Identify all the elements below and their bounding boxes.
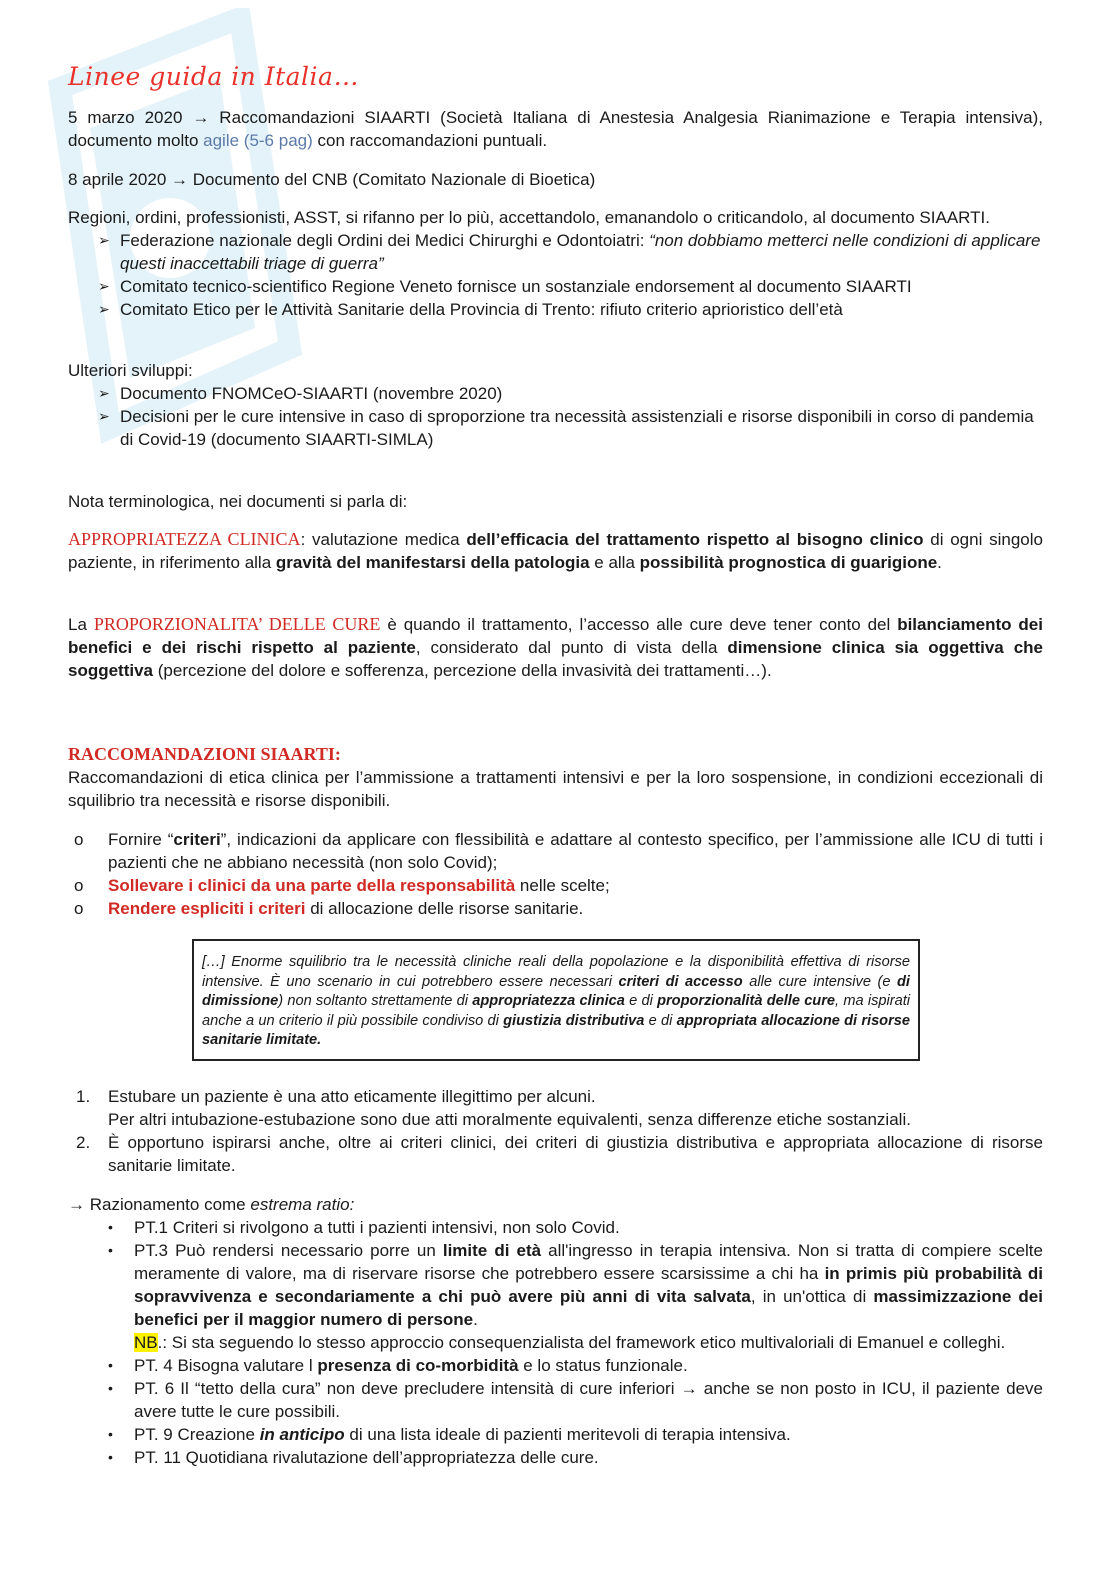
arrowhead-bullet-icon: ➢ bbox=[98, 385, 110, 401]
quote-box: […] Enorme squilibrio tra le necessità cliniche reali della popolazione e la disponibilità effettiva di risorse intensive. È uno scenario in cui potrebbero essere necessari criteri di accesso alle cure intensive (e di dimissione) non soltanto strettamente di appropriatezza clinica e di proporzionalità delle cure, ma ispirati anche a un criterio il più possibile condiviso di giustizia distributiva e di appropriata allocazione di risorse sanitarie limitate. bbox=[192, 939, 920, 1061]
bullet-icon: • bbox=[108, 1219, 113, 1235]
list-item: • PT.1 Criteri si rivolgono a tutti i pazienti intensivi, non solo Covid. bbox=[108, 1218, 620, 1237]
list-item: 2. È opportuno ispirarsi anche, oltre ai criteri clinici, dei criteri di giustizia distributiva e appropriata allocazione di risorse sanitarie limitate. bbox=[76, 1133, 1043, 1175]
arrow-icon: → bbox=[192, 108, 210, 127]
arrowhead-bullet-icon: ➢ bbox=[98, 301, 110, 317]
points-list bbox=[68, 1216, 1043, 1469]
list-item: ➢ Comitato tecnico-scientifico Regione Veneto fornisce un sostanziale endorsement al documento SIAARTI bbox=[98, 277, 912, 296]
ulteriori-section bbox=[68, 359, 1043, 451]
ulteriori-list bbox=[68, 382, 1043, 451]
list-item: o Sollevare i clinici da una parte della responsabilità nelle scelte; bbox=[74, 876, 610, 895]
list-item: 1. Estubare un paziente è una atto eticamente illegittimo per alcuni. Per altri intubazione-estubazione sono due atti moralmente equivalenti, senza differenze etiche sostanziali. bbox=[76, 1087, 911, 1129]
arrow-icon: → bbox=[68, 1195, 85, 1214]
intro-paragraph-1: 5 marzo 2020 → Raccomandazioni SIAARTI (Società Italiana di Anestesia Analgesia Rianimazione e Terapia intensiva), documento molto agile (5-6 pag) con raccomandazioni puntuali. bbox=[68, 108, 1043, 150]
arrowhead-bullet-icon: ➢ bbox=[98, 408, 110, 424]
list-item: ➢ Comitato Etico per le Attività Sanitarie della Provincia di Trento: rifiuto criterio aprioristico dell’età bbox=[98, 300, 843, 319]
bullet-icon: • bbox=[108, 1449, 113, 1465]
proporzionalita-paragraph: La PROPORZIONALITA’ DELLE CURE è quando il trattamento, l’accesso alle cure deve tener conto del bilanciamento dei benefici e dei rischi rispetto al paziente, considerato dal punto di vista della dimensione clinica sia oggettiva che soggettiva (percezione del dolore e sofferenza, percezione della invasività dei trattamenti…). bbox=[68, 614, 1043, 680]
circle-bullet-icon: o bbox=[74, 830, 84, 849]
section-heading: RACCOMANDAZIONI SIAARTI: bbox=[68, 744, 341, 764]
bullet-icon: • bbox=[108, 1242, 113, 1258]
nota-heading: Nota terminologica, nei documenti si parla di: bbox=[68, 492, 408, 511]
numbered-list bbox=[68, 1085, 1043, 1177]
list-item: • PT. 11 Quotidiana rivalutazione dell’appropriatezza delle cure. bbox=[108, 1448, 599, 1467]
reactions-list bbox=[68, 229, 1043, 321]
list-item: • PT. 4 Bisogna valutare l presenza di co-morbidità e lo status funzionale. bbox=[108, 1356, 688, 1375]
arrowhead-bullet-icon: ➢ bbox=[98, 232, 110, 248]
intro-paragraph-3: Regioni, ordini, professionisti, ASST, si rifanno per lo più, accettandolo, emanandolo o criticandolo, al documento SIAARTI. ➢ Federazione nazionale degli Ordini dei Medici Chirurghi e Odontoiatri: “non dobbiamo metterci nelle condizioni di applicare questi inaccettabili triage di guerra” ➢ Comitato tecnico-scientifico Regione Veneto fornisce un sostanziale endorsement al documento SIAARTI ➢ Comitato Etico per le Attività Sanitarie della Provincia di Trento: rifiuto criterio aprioristico dell’età bbox=[68, 206, 1043, 321]
list-item: ➢ Decisioni per le cure intensive in caso di sproporzione tra necessità assistenziali e risorse disponibili in corso di pandemia di Covid-19 (documento SIAARTI-SIMLA) bbox=[98, 407, 1034, 449]
bullet-icon: • bbox=[108, 1380, 113, 1396]
page-title: Linee guida in Italia… bbox=[68, 62, 359, 91]
appropriatezza-paragraph: APPROPRIATEZZA CLINICA: valutazione medica dell’efficacia del trattamento rispetto al bisogno clinico di ogni singolo paziente, in riferimento alla gravità del manifestarsi della patologia e alla possibilità prognostica di guarigione. bbox=[68, 529, 1043, 572]
intro-paragraph-2: 8 aprile 2020 → Documento del CNB (Comitato Nazionale di Bioetica) bbox=[68, 170, 596, 189]
term-appropriatezza: APPROPRIATEZZA CLINICA bbox=[68, 529, 301, 549]
razionamento-section: → Razionamento come estrema ratio: • PT.1 Criteri si rivolgono a tutti i pazienti intensivi, non solo Covid. • PT.3 Può rendersi necessario porre un limite di età all'ingresso in terapia intensiva. Non si tratta di compiere scelte meramente di valore, ma di riservare risorse che potrebbero essere scarsissime a chi ha in primis più probabilità di sopravvivenza e secondariamente a chi può avere più anni di vita salvata, in un'ottica di massimizzazione dei benefici per il maggior numero di persone. NB.: Si sta seguendo lo stesso approccio consequenzialista del framework etico multivaloriali di Emanuel e colleghi. • PT. 4 Bisogna valutare l presenza di co-morbidità e lo status funzionale. • PT. 6 Il “tetto della cura” non deve precludere intensità di cure inferiori → anche se non posto in ICU, il paziente deve avere tutte le cure possibili. • PT. 9 Creazione in anticipo di una lista ideale di pazienti meritevoli di terapia intensiva. • PT. 11 Quotidiana rivalutazione dell’appropriatezza delle cure. bbox=[68, 1195, 1043, 1467]
arrow-icon: → bbox=[680, 1379, 698, 1398]
list-item: o Fornire “criteri”, indicazioni da applicare con flessibilità e adattare al contesto specifico, per l’ammissione alle ICU di tutti i pazienti che ne abbiano necessità (non solo Covid); bbox=[74, 830, 1043, 872]
nb-highlight: NB bbox=[134, 1333, 158, 1352]
arrow-icon: → bbox=[171, 170, 189, 189]
list-item: ➢ Documento FNOMCeO-SIAARTI (novembre 2020) bbox=[98, 384, 503, 403]
list-item: • PT. 9 Creazione in anticipo di una lista ideale di pazienti meritevoli di terapia intensiva. bbox=[108, 1425, 791, 1444]
section-heading: Ulteriori sviluppi: bbox=[68, 361, 193, 380]
term-proporzionalita: PROPORZIONALITA’ DELLE CURE bbox=[93, 614, 381, 634]
list-item: • PT. 6 Il “tetto della cura” non deve precludere intensità di cure inferiori → anche se non posto in ICU, il paziente deve avere tutte le cure possibili. bbox=[108, 1379, 1043, 1421]
list-item: ➢ Federazione nazionale degli Ordini dei Medici Chirurghi e Odontoiatri: “non dobbiamo metterci nelle condizioni di applicare questi inaccettabili triage di guerra” bbox=[98, 231, 1041, 273]
list-item: o Rendere espliciti i criteri di allocazione delle risorse sanitarie. bbox=[74, 899, 584, 918]
circle-bullet-icon: o bbox=[74, 899, 84, 918]
bullet-icon: • bbox=[108, 1357, 113, 1373]
circle-bullet-icon: o bbox=[74, 876, 84, 895]
bullet-icon: • bbox=[108, 1426, 113, 1442]
raccomandazioni-section: RACCOMANDAZIONI SIAARTI: Raccomandazioni di etica clinica per l’ammissione a trattamenti intensivi e per la loro sospensione, in condizioni eccezionali di squilibrio tra necessità e risorse disponibili. bbox=[68, 744, 1043, 810]
raccomandazioni-goals-list bbox=[68, 828, 1043, 920]
list-item: • PT.3 Può rendersi necessario porre un limite di età all'ingresso in terapia intensiva. Non si tratta di compiere scelte meramente di valore, ma di riservare risorse che potrebbero essere scarsissime a chi ha in primis più probabilità di sopravvivenza e secondariamente a chi può avere più anni di vita salvata, in un'ottica di massimizzazione dei benefici per il maggior numero di persone. NB.: Si sta seguendo lo stesso approccio consequenzialista del framework etico multivaloriali di Emanuel e colleghi. bbox=[108, 1241, 1043, 1352]
arrowhead-bullet-icon: ➢ bbox=[98, 278, 110, 294]
